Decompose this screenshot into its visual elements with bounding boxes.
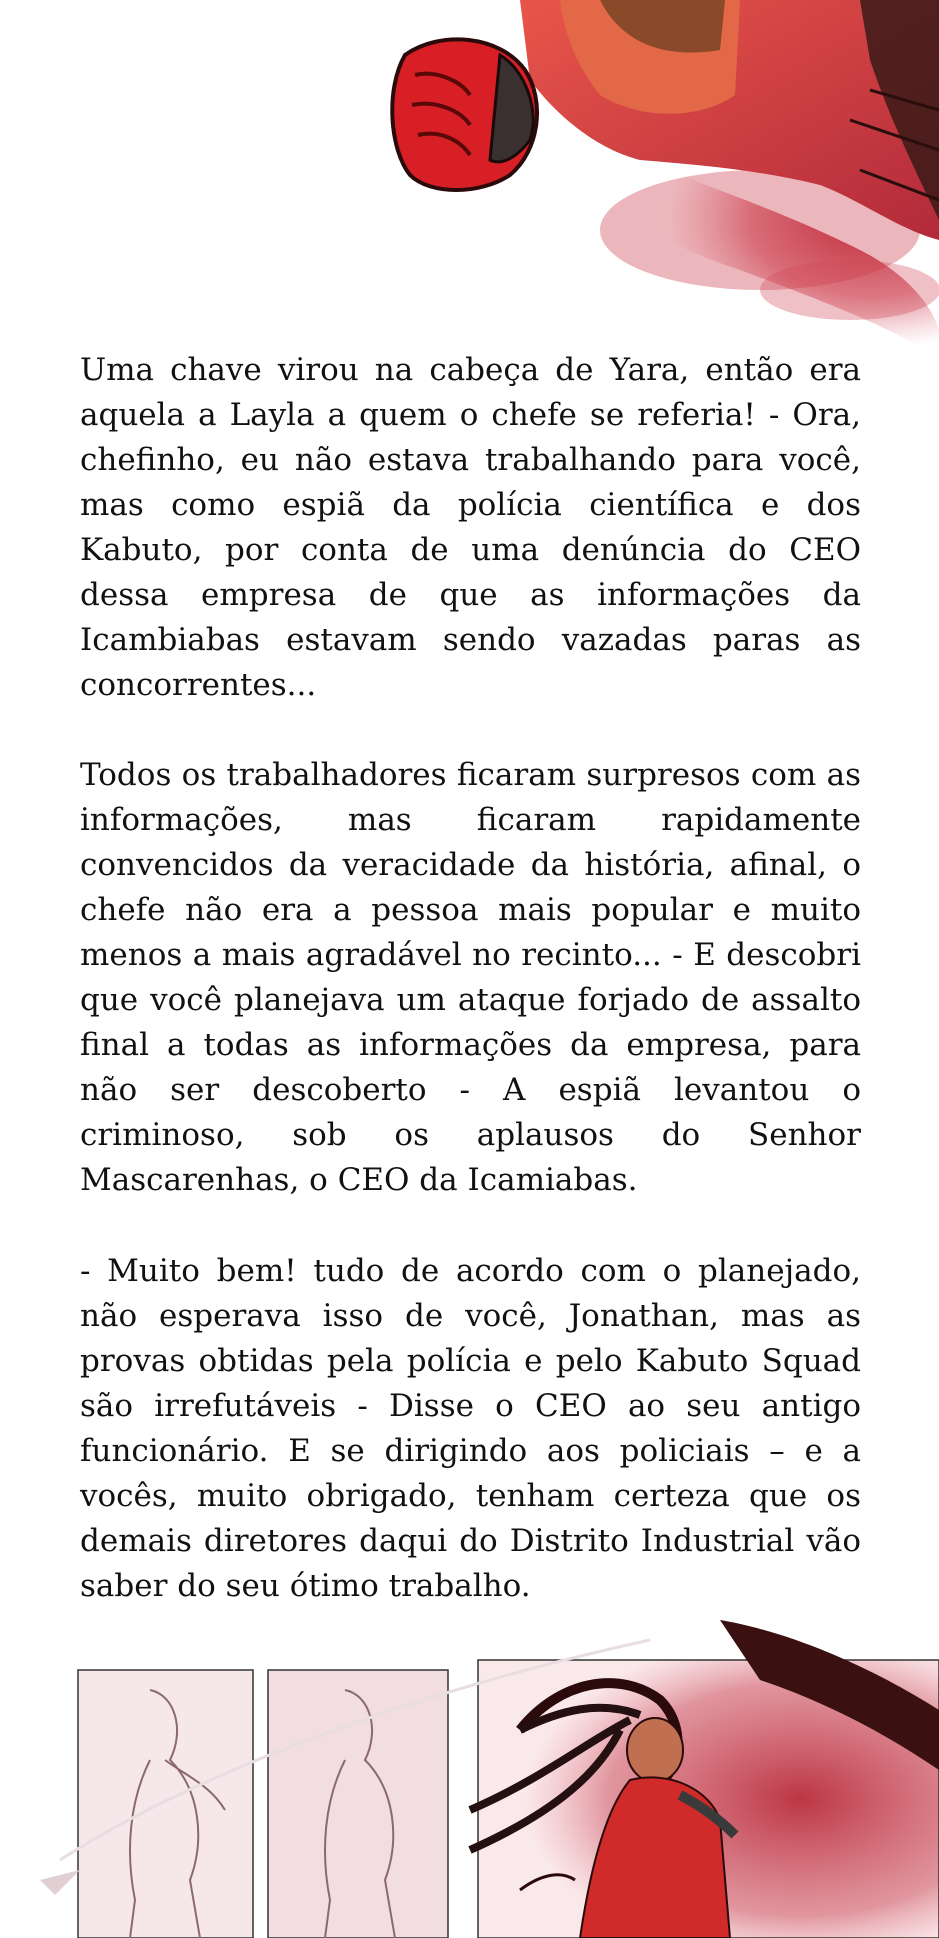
comic-panel-1 bbox=[78, 1670, 253, 1938]
top-illustration bbox=[0, 0, 939, 360]
comic-panel-2 bbox=[268, 1670, 448, 1938]
story-paragraph-3: - Muito bem! tudo de acordo com o planejado, não esperava isso de você, Jonathan, mas as provas obtidas pela polícia e pelo Kabuto Squad são irrefutáveis - Disse o CEO ao seu antigo funcionário. E se dirigindo aos policiais – e a vocês, muito obrigado, tenham certeza que os demais diretores daqui do Distrito Industrial vão saber do seu ótimo trabalho. bbox=[80, 1253, 861, 1604]
story-paragraph-1: Uma chave virou na cabeça de Yara, então era aquela a Layla a quem o chefe se referia! - Ora, chefinho, eu não estava trabalhando para você, mas como espiã da polícia científica e dos Kabuto, por conta de uma denúncia do CEO dessa empresa de que as informações da Icambiabas estavam sendo vazadas paras as concorrentes... bbox=[80, 352, 861, 703]
fist-icon bbox=[392, 39, 537, 190]
bottom-illustration bbox=[0, 1620, 939, 1938]
story-paragraph-2: Todos os trabalhadores ficaram surpresos com as informações, mas ficaram rapidamente convencidos da veracidade da história, afinal, o chefe não era a pessoa mais popular e muito menos a mais agradável no recinto... - E descobri que você planejava um ataque forjado de assalto final a todas as informações da empresa, para não ser descoberto - A espiã levantou o criminoso, sob os aplausos do Senhor Mascarenhas, o CEO da Icamiabas. bbox=[80, 757, 861, 1198]
